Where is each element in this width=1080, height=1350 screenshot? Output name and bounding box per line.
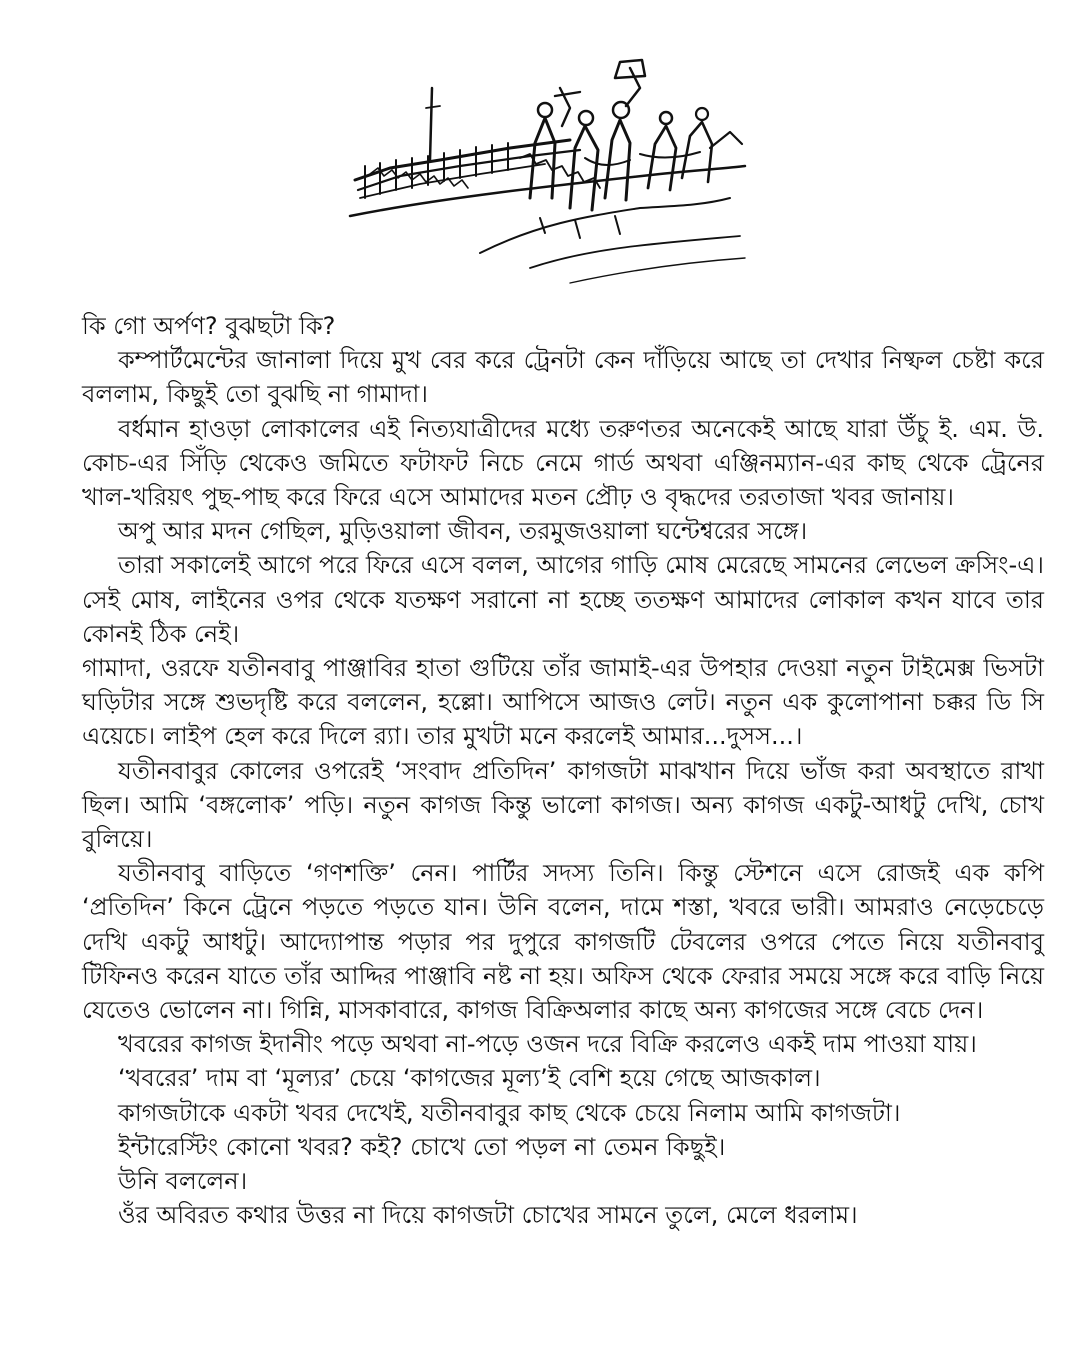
paragraph: কম্পার্টমেন্টের জানালা দিয়ে মুখ বের করে ট্রেনটা কেন দাঁড়িয়ে আছে তা দেখার নিষ্ফল চেষ্টা করে বললাম, কিছুই তো বুঝছি না গামাদা। [82,346,1044,409]
paragraph: বর্ধমান হাওড়া লোকালের এই নিত্যযাত্রীদের মধ্যে তরুণতর অনেকেই আছে যারা উঁচু ই. এম. উ. কোচ-এর সিঁড়ি থেকেও জমিতে ফটাফট নিচে নেমে গার্ড অথবা এঞ্জিনম্যান-এর কাছ থেকে ট্রেনের খাল-খরিয়ৎ পুছ-পাছ করে ফিরে এসে আমাদের মতন প্রৌঢ় ও বৃদ্ধদের তরতাজা খবর জানায়। [82,414,1044,512]
paragraph: গামাদা, ওরফে যতীনবাবু পাঞ্জাবির হাতা গুটিয়ে তাঁর জামাই-এর উপহার দেওয়া নতুন টাইমেক্স ভিসটা ঘড়িটার সঙ্গে শুভদৃষ্টি করে বললেন, হল্লো। আপিসে আজও লেট। নতুন এক কুলোপানা চক্কর ডি সি এয়েচে। লাইপ হেল করে দিলে র‍্যা। তার মুখটা মনে করলেই আমার...দুসস...। [82,654,1044,751]
paragraph: খবরের কাগজ ইদানীং পড়ে অথবা না-পড়ে ওজন দরে বিক্রি করলেও একই দাম পাওয়া যায়। [118,1030,977,1059]
story-text [82,309,1044,1232]
paragraph: অপু আর মদন গেছিল, মুড়িওয়ালা জীবন, তরমুজওয়ালা ঘন্টেশ্বরের সঙ্গে। [118,517,808,546]
paragraph: ওঁর অবিরত কথার উত্তর না দিয়ে কাগজটা চোখের সামনে তুলে, মেলে ধরলাম। [118,1201,858,1230]
train-sketch-illustration [330,48,750,288]
paragraph: ইন্টারেস্টিং কোনো খবর? কই? চোখে তো পড়ল না তেমন কিছুই। [118,1132,726,1161]
train-sketch-icon [330,48,750,288]
paragraph: ‘খবরের’ দাম বা ‘মূল্যর’ চেয়ে ‘কাগজের মূল্য’ই বেশি হয়ে গেছে আজকাল। [118,1064,821,1093]
paragraph: কাগজটাকে একটা খবর দেখেই, যতীনবাবুর কাছ থেকে চেয়ে নিলাম আমি কাগজটা। [118,1098,901,1127]
paragraph: যতীনবাবুর কোলের ওপরেই ‘সংবাদ প্রতিদিন’ কাগজটা মাঝখান দিয়ে ভাঁজ করা অবস্থাতে রাখা ছিল। আমি ‘বঙ্গলোক’ পড়ি। নতুন কাগজ কিন্তু ভালো কাগজ। অন্য কাগজ একটু-আধটু দেখি, চোখ বুলিয়ে। [82,756,1044,854]
paragraph: তারা সকালেই আগে পরে ফিরে এসে বলল, আগের গাড়ি মোষ মেরেছে সামনের লেভেল ক্রসিং-এ। সেই মোষ, লাইনের ওপর থেকে যতক্ষণ সরানো না হচ্ছে ততক্ষণ আমাদের লোকাল কখন যাবে তার কোনই ঠিক নেই। [82,551,1044,648]
paragraph: উনি বললেন। [118,1167,248,1196]
paragraph: যতীনবাবু বাড়িতে ‘গণশক্তি’ নেন। পার্টির সদস্য তিনি। কিন্তু স্টেশনে এসে রোজই এক কপি ‘প্রতিদিন’ কিনে ট্রেনে পড়তে পড়তে যান। উনি বলেন, দামে শস্তা, খবরে ভারী। আমরাও নেড়েচেড়ে দেখি একটু আধটু। আদ্যোপান্ত পড়ার পর দুপুরে কাগজটি টেবলের ওপরে পেতে নিয়ে যতীনবাবু টিফিনও করেন যাতে তাঁর আদ্দির পাঞ্জাবি নষ্ট না হয়। অফিস থেকে ফেরার সময়ে সঙ্গে করে বাড়ি নিয়ে যেতেও ভোলেন না। গিন্নি, মাসকাবারে, কাগজ বিক্রিঅলার কাছে অন্য কাগজের সঙ্গে বেচে দেন। [82,859,1044,1025]
paragraph: কি গো অর্পণ? বুঝছটা কি? [82,312,336,340]
